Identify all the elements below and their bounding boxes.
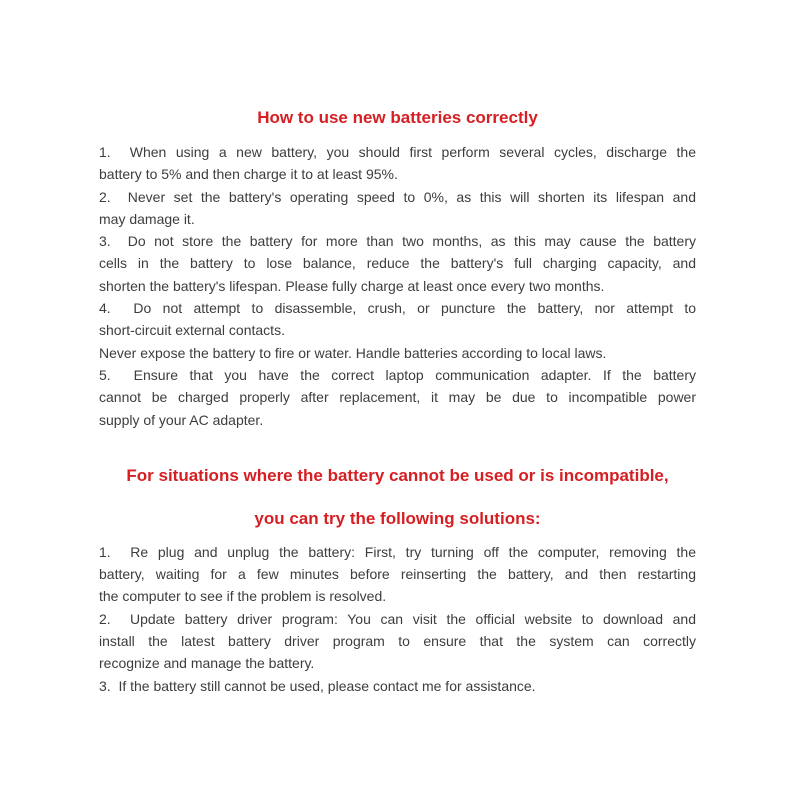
text-line: 2. Update battery driver program: You can visit the official website to download and (99, 610, 696, 627)
text-line: Never expose the battery to fire or water. Handle batteries according to local laws. (99, 344, 607, 361)
section2-title-line1: For situations where the battery cannot be used or is incompatible, (126, 465, 669, 485)
text-line: cells in the battery to lose balance, reduce the battery's full charging capacity, and (99, 255, 696, 272)
text-line: battery to 5% and then charge it to at least 95%. (99, 166, 398, 183)
text-line: 1. When using a new battery, you should first perform several cycles, discharge the (99, 144, 696, 160)
text-line: 2. Never set the battery's operating speed to 0%, as this will shorten its lifespan and (99, 188, 696, 205)
section2-body (99, 541, 696, 697)
text-line: cannot be charged properly after replacement, it may be due to incompatible power (99, 389, 696, 406)
text-line: the computer to see if the problem is resolved. (99, 588, 387, 605)
section1-body (99, 141, 696, 431)
section2-title-line2: you can try the following solutions: (254, 508, 541, 528)
text-line: recognize and manage the battery. (99, 655, 315, 672)
text-line: may damage it. (99, 210, 195, 227)
text-line: install the latest battery driver program to ensure that the system can correctly (99, 633, 696, 650)
text-line: battery, waiting for a few minutes before reinserting the battery, and then restarting (99, 566, 696, 583)
instruction-content (99, 0, 696, 697)
text-line: 1. Re plug and unplug the battery: First, try turning off the computer, removing the (99, 543, 696, 560)
text-line: 3. If the battery still cannot be used, please contact me for assistance. (99, 677, 536, 694)
text-line: short-circuit external contacts. (99, 322, 285, 339)
text-line: 4. Do not attempt to disassemble, crush, or puncture the battery, nor attempt to (99, 300, 696, 317)
text-line: shorten the battery's lifespan. Please fully charge at least once every two months. (99, 277, 605, 294)
text-line: 3. Do not store the battery for more than two months, as this may cause the battery (99, 233, 696, 250)
text-line: supply of your AC adapter. (99, 411, 264, 428)
text-line: 5. Ensure that you have the correct laptop communication adapter. If the battery (99, 366, 696, 383)
section1-title: How to use new batteries correctly (257, 108, 538, 127)
